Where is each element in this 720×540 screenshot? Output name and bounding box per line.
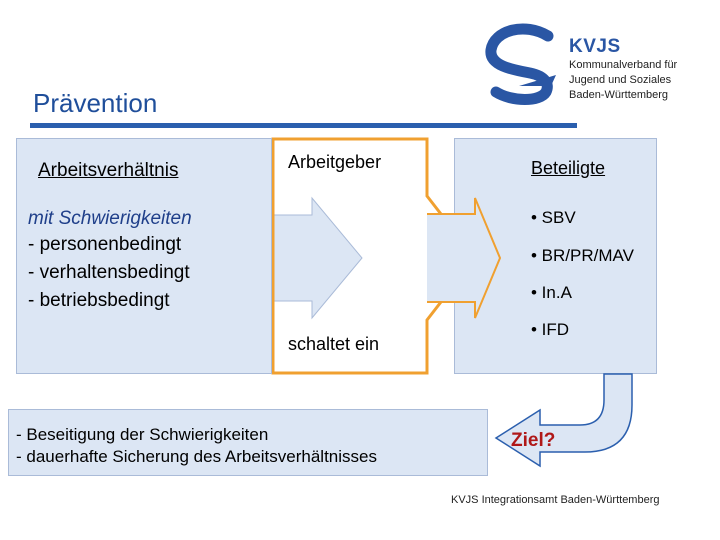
title-underline (30, 123, 577, 128)
logo-line-3: Baden-Württemberg (569, 89, 669, 101)
participant-item-sbv: • SBV (531, 208, 576, 227)
measures-text (16, 424, 377, 468)
goal-label: Ziel? (511, 430, 556, 451)
goal-curved-arrow (496, 374, 632, 466)
participant-item-ina: • In.A (531, 283, 572, 302)
employer-label: Arbeitgeber (288, 152, 382, 172)
engages-label: schaltet ein (288, 334, 380, 354)
difficulty-item-3: - betriebsbedingt (28, 290, 170, 311)
measure-line-2: - dauerhafte Sicherung des Arbeitsverhältnisses (16, 447, 377, 466)
difficulties-heading: mit Schwierigkeiten (28, 208, 192, 229)
employment-heading: Arbeitsverhältnis (38, 160, 179, 181)
kvjs-logo-icon (491, 29, 556, 100)
flow-arrow (272, 198, 362, 318)
orange-arrow (427, 198, 500, 318)
logo-line-1: Kommunalverband für (569, 59, 678, 71)
page-title: Prävention (33, 88, 158, 118)
logo-line-2: Jugend und Soziales (569, 74, 672, 86)
participant-item-ifd: • IFD (531, 320, 570, 339)
footer-text: KVJS Integrationsamt Baden-Württemberg (451, 494, 660, 506)
logo-name: KVJS (569, 36, 621, 57)
participant-item-br: • BR/PR/MAV (531, 246, 634, 265)
difficulty-item-2: - verhaltensbedingt (28, 262, 190, 283)
difficulty-item-1: - personenbedingt (28, 234, 182, 255)
participants-heading: Beteiligte (531, 158, 606, 178)
measure-line-1: - Beseitigung der Schwierigkeiten (16, 425, 269, 444)
